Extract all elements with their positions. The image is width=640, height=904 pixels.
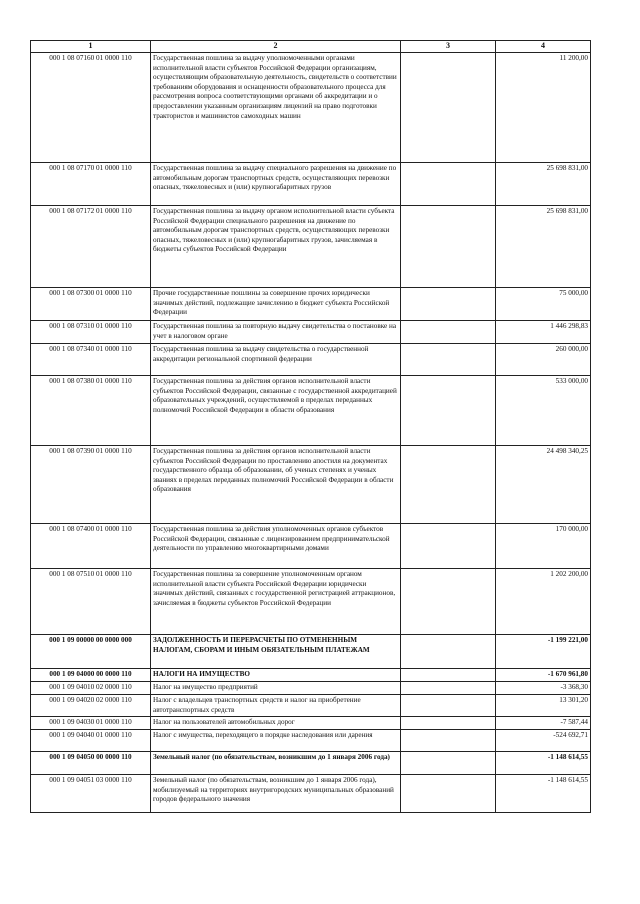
row-amount: 25 698 831,00: [496, 163, 591, 206]
row-code: 000 1 09 00000 00 0000 000: [31, 635, 151, 669]
row-code: 000 1 08 07172 01 0000 110: [31, 206, 151, 288]
table-row: [31, 321, 591, 344]
table-row: [31, 288, 591, 321]
row-amount: 533 000,00: [496, 376, 591, 446]
row-col3: [401, 321, 496, 344]
header-row: [31, 41, 591, 53]
row-col3: [401, 775, 496, 813]
row-code: 000 1 08 07340 01 0000 110: [31, 344, 151, 376]
row-name: Налог на имущество предприятий: [151, 682, 401, 695]
row-amount: -1 148 614,55: [496, 775, 591, 813]
row-amount: 75 000,00: [496, 288, 591, 321]
row-col3: [401, 695, 496, 717]
header-col-2: 2: [151, 41, 401, 53]
row-amount: 1 446 298,83: [496, 321, 591, 344]
row-amount: 13 301,20: [496, 695, 591, 717]
row-code: 000 1 08 07380 01 0000 110: [31, 376, 151, 446]
table-row: [31, 635, 591, 669]
row-col3: [401, 569, 496, 635]
row-col3: [401, 682, 496, 695]
row-name: НАЛОГИ НА ИМУЩЕСТВО: [151, 669, 401, 682]
row-col3: [401, 163, 496, 206]
row-name: Земельный налог (по обязательствам, возникшим до 1 января 2006 года), мобилизуемый на территориях внутригородских муниципальных образований городов федерального значения: [151, 775, 401, 813]
table-row: [31, 717, 591, 730]
row-col3: [401, 446, 496, 524]
row-amount: 11 200,00: [496, 53, 591, 163]
row-amount: -524 692,71: [496, 730, 591, 752]
row-amount: 260 000,00: [496, 344, 591, 376]
row-name: Государственная пошлина за выдачу органом исполнительной власти субъекта Российской Федерации специального разрешения на движение по автомобильным дорогам транспортных средств, осуществляющих перевозки опасных, тяжеловесных и (или) крупногабаритных грузов, зачисляемая в бюджеты субъектов Российской Федерации: [151, 206, 401, 288]
row-name: Государственная пошлина за действия уполномоченных органов субъектов Российской Федерации, связанные с лицензированием предпринимательской деятельности по управлению многоквартирными домами: [151, 524, 401, 569]
row-name: Государственная пошлина за выдачу уполномоченными органами исполнительной власти субъектов Российской Федерации организациям, осуществляющим образовательную деятельность, свидетельств о соответствии требованиям оборудования и оснащенности образовательного процесса для рассмотрения вопроса соответствующими органами об аккредитации и о предоставлении указанным организациям лицензий на право подготовки трактористов и машинистов самоходных машин: [151, 53, 401, 163]
row-code: 000 1 09 04000 00 0000 110: [31, 669, 151, 682]
table-row: [31, 376, 591, 446]
table-row: [31, 775, 591, 813]
table-row: [31, 163, 591, 206]
row-amount: -1 670 961,80: [496, 669, 591, 682]
table-row: [31, 669, 591, 682]
row-code: 000 1 08 07310 01 0000 110: [31, 321, 151, 344]
row-code: 000 1 09 04020 02 0000 110: [31, 695, 151, 717]
row-name: Государственная пошлина за действия органов исполнительной власти субъектов Российской Федерации по проставлению апостиля на документах государственного образца об образовании, об ученых степенях и ученых званиях в пределах переданных полномочий Российской Федерации в области образования: [151, 446, 401, 524]
row-code: 000 1 08 07170 01 0000 110: [31, 163, 151, 206]
row-name: Государственная пошлина за действия органов исполнительной власти субъектов Российской Федерации, связанные с государственной аккредитацией образовательных учреждений, осуществляемой в пределах переданных полномочий Российской Федерации в области образования: [151, 376, 401, 446]
table-row: [31, 524, 591, 569]
header-col-1: 1: [31, 41, 151, 53]
row-col3: [401, 717, 496, 730]
row-amount: 25 698 831,00: [496, 206, 591, 288]
row-col3: [401, 206, 496, 288]
row-name: Налог с владельцев транспортных средств и налог на приобретение автотранспортных средств: [151, 695, 401, 717]
row-amount: -7 587,44: [496, 717, 591, 730]
row-code: 000 1 08 07300 01 0000 110: [31, 288, 151, 321]
row-name: Прочие государственные пошлины за совершение прочих юридически значимых действий, подлежащие зачислению в бюджет субъекта Российской Федерации: [151, 288, 401, 321]
table-row: [31, 682, 591, 695]
row-col3: [401, 344, 496, 376]
table-row: [31, 695, 591, 717]
row-col3: [401, 376, 496, 446]
row-name: Государственная пошлина за выдачу свидетельства о государственной аккредитации региональной спортивной федерации: [151, 344, 401, 376]
row-code: 000 1 08 07510 01 0000 110: [31, 569, 151, 635]
row-code: 000 1 09 04030 01 0000 110: [31, 717, 151, 730]
table-body: [31, 53, 591, 813]
row-code: 000 1 09 04010 02 0000 110: [31, 682, 151, 695]
row-col3: [401, 752, 496, 775]
table-row: [31, 446, 591, 524]
row-name: Налог с имущества, переходящего в порядке наследования или дарения: [151, 730, 401, 752]
row-code: 000 1 09 04051 03 0000 110: [31, 775, 151, 813]
row-col3: [401, 730, 496, 752]
row-name: Налог на пользователей автомобильных дорог: [151, 717, 401, 730]
row-col3: [401, 288, 496, 321]
row-name: Государственная пошлина за выдачу специального разрешения на движение по автомобильным дорогам транспортных средств, осуществляющих перевозки опасных, тяжеловесных и (или) крупногабаритных грузов: [151, 163, 401, 206]
row-amount: 170 000,00: [496, 524, 591, 569]
row-col3: [401, 524, 496, 569]
row-code: 000 1 09 04040 01 0000 110: [31, 730, 151, 752]
table-row: [31, 730, 591, 752]
row-col3: [401, 635, 496, 669]
table-row: [31, 206, 591, 288]
table-row: [31, 752, 591, 775]
table-row: [31, 344, 591, 376]
row-amount: -1 199 221,00: [496, 635, 591, 669]
header-col-3: 3: [401, 41, 496, 53]
budget-table: [30, 40, 591, 813]
row-code: 000 1 08 07400 01 0000 110: [31, 524, 151, 569]
row-amount: 1 202 200,00: [496, 569, 591, 635]
row-name: ЗАДОЛЖЕННОСТЬ И ПЕРЕРАСЧЕТЫ ПО ОТМЕНЕННЫМ НАЛОГАМ, СБОРАМ И ИНЫМ ОБЯЗАТЕЛЬНЫМ ПЛАТЕЖАМ: [151, 635, 401, 669]
table-row: [31, 569, 591, 635]
row-amount: -3 368,30: [496, 682, 591, 695]
table-row: [31, 53, 591, 163]
row-col3: [401, 53, 496, 163]
header-col-4: 4: [496, 41, 591, 53]
row-amount: -1 148 614,55: [496, 752, 591, 775]
row-code: 000 1 09 04050 00 0000 110: [31, 752, 151, 775]
row-name: Государственная пошлина за повторную выдачу свидетельства о постановке на учет в налоговом органе: [151, 321, 401, 344]
row-name: Государственная пошлина за совершение уполномоченным органом исполнительной власти субъекта Российской Федерации юридически значимых действий, связанных с государственной регистрацией аттракционов, зачисляемая в бюджеты субъектов Российской Федерации: [151, 569, 401, 635]
row-col3: [401, 669, 496, 682]
row-name: Земельный налог (по обязательствам, возникшим до 1 января 2006 года): [151, 752, 401, 775]
row-amount: 24 498 340,25: [496, 446, 591, 524]
row-code: 000 1 08 07160 01 0000 110: [31, 53, 151, 163]
row-code: 000 1 08 07390 01 0000 110: [31, 446, 151, 524]
